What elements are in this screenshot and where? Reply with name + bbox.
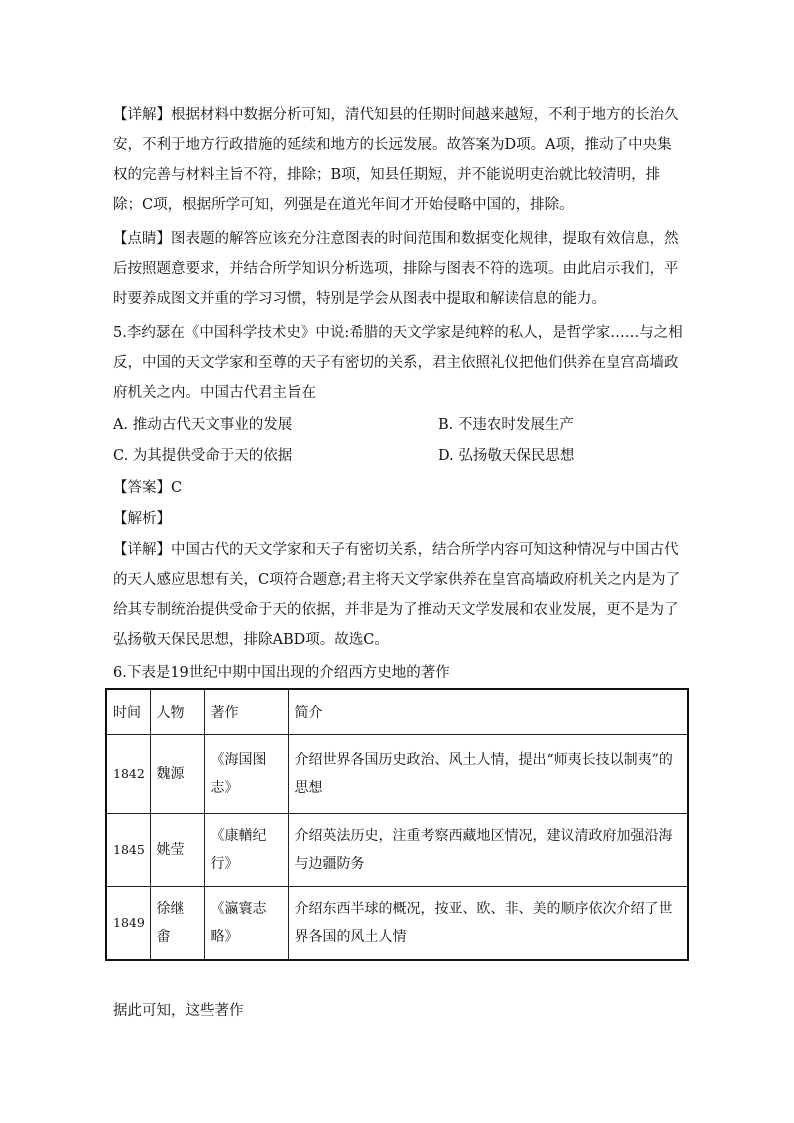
answer-value: C (171, 480, 183, 496)
western-works-table (105, 688, 689, 961)
answer-tag: 【答案】 (113, 480, 171, 496)
tip-tag: 【点睛】 (113, 231, 171, 247)
row-person: 姚莹 (150, 814, 204, 887)
q5-answer (113, 473, 182, 503)
q5-option-c: C. 为其提供受命于天的依据 (113, 448, 293, 464)
q5-detail-tag: 【详解】 (113, 542, 171, 558)
row-work: 《康輶纪行》 (204, 814, 288, 887)
row-work: 《瀛寰志略》 (204, 887, 288, 961)
row-time: 1845 (106, 814, 150, 887)
question-5-stem: 5.李约瑟在《中国科学技术史》中说:希腊的天文学家是纯粹的私人，是哲学家……与之相反，中国的天文学家和至尊的天子有密切的关系，君主依照礼仪把他们供养在皇宫高墙政府机关之内。中国古代君主旨在 (113, 325, 683, 401)
q5-detail-paragraph (113, 535, 683, 655)
header-work: 著作 (204, 689, 288, 735)
table-row (106, 735, 688, 814)
question-6-stem: 6.下表是19世纪中期中国出现的介绍西方史地的著作 (113, 665, 450, 681)
detail-tag: 【详解】 (113, 107, 171, 123)
tip-text: 图表题的解答应该充分注意图表的时间范围和数据变化规律，提取有效信息，然后按照题意要求，并结合所学知识分析选项，排除与图表不符的选项。由此启示我们，平时要养成图文并重的学习习惯，特别是学会从图表中提取和解读信息的能力。 (113, 231, 679, 307)
detail-paragraph-q4 (113, 100, 683, 220)
row-intro: 介绍东西半球的概况，按亚、欧、非、美的顺序依次介绍了世界各国的风土人情 (288, 887, 688, 961)
row-time: 1849 (106, 887, 150, 961)
row-person: 魏源 (150, 735, 204, 814)
detail-text: 根据材料中数据分析可知，清代知县的任期时间越来越短，不利于地方的长治久安，不利于地方行政措施的延续和地方的长远发展。故答案为D项。A项，推动了中央集权的完善与材料主旨不符，排除；B项，知县任期短，并不能说明吏治就比较清明，排除；C项，根据所学可知，列强是在道光年间才开始侵略中国的，排除。 (113, 107, 679, 213)
table-row (106, 814, 688, 887)
row-time: 1842 (106, 735, 150, 814)
row-person: 徐继畬 (150, 887, 204, 961)
table-header-row (106, 689, 688, 735)
q5-option-d: D. 弘扬敬天保民思想 (438, 448, 575, 464)
header-time: 时间 (106, 689, 150, 735)
header-intro: 简介 (288, 689, 688, 735)
header-person: 人物 (150, 689, 204, 735)
table-row (106, 887, 688, 961)
q5-option-b: B. 不违农时发展生产 (438, 417, 574, 433)
row-intro: 介绍英法历史，注重考察西藏地区情况，建议清政府加强沿海与边疆防务 (288, 814, 688, 887)
q5-analysis-tag: 【解析】 (113, 511, 171, 527)
q5-detail-text: 中国古代的天文学家和天子有密切关系，结合所学内容可知这种情况与中国古代的天人感应思想有关，C项符合题意;君主将天文学家供养在皇宫高墙政府机关之内是为了给其专制统治提供受命于天的依据，并非是为了推动天文学发展和农业发展，更不是为了弘扬敬天保民思想，排除ABD项。故选C。 (113, 542, 680, 648)
row-intro: 介绍世界各国历史政治、风土人情，提出“师夷长技以制夷”的思想 (288, 735, 688, 814)
row-work: 《海国图志》 (204, 735, 288, 814)
q5-option-a: A. 推动古代天文事业的发展 (113, 417, 293, 433)
question-6-followup: 据此可知，这些著作 (113, 1003, 244, 1019)
tip-paragraph (113, 224, 683, 314)
